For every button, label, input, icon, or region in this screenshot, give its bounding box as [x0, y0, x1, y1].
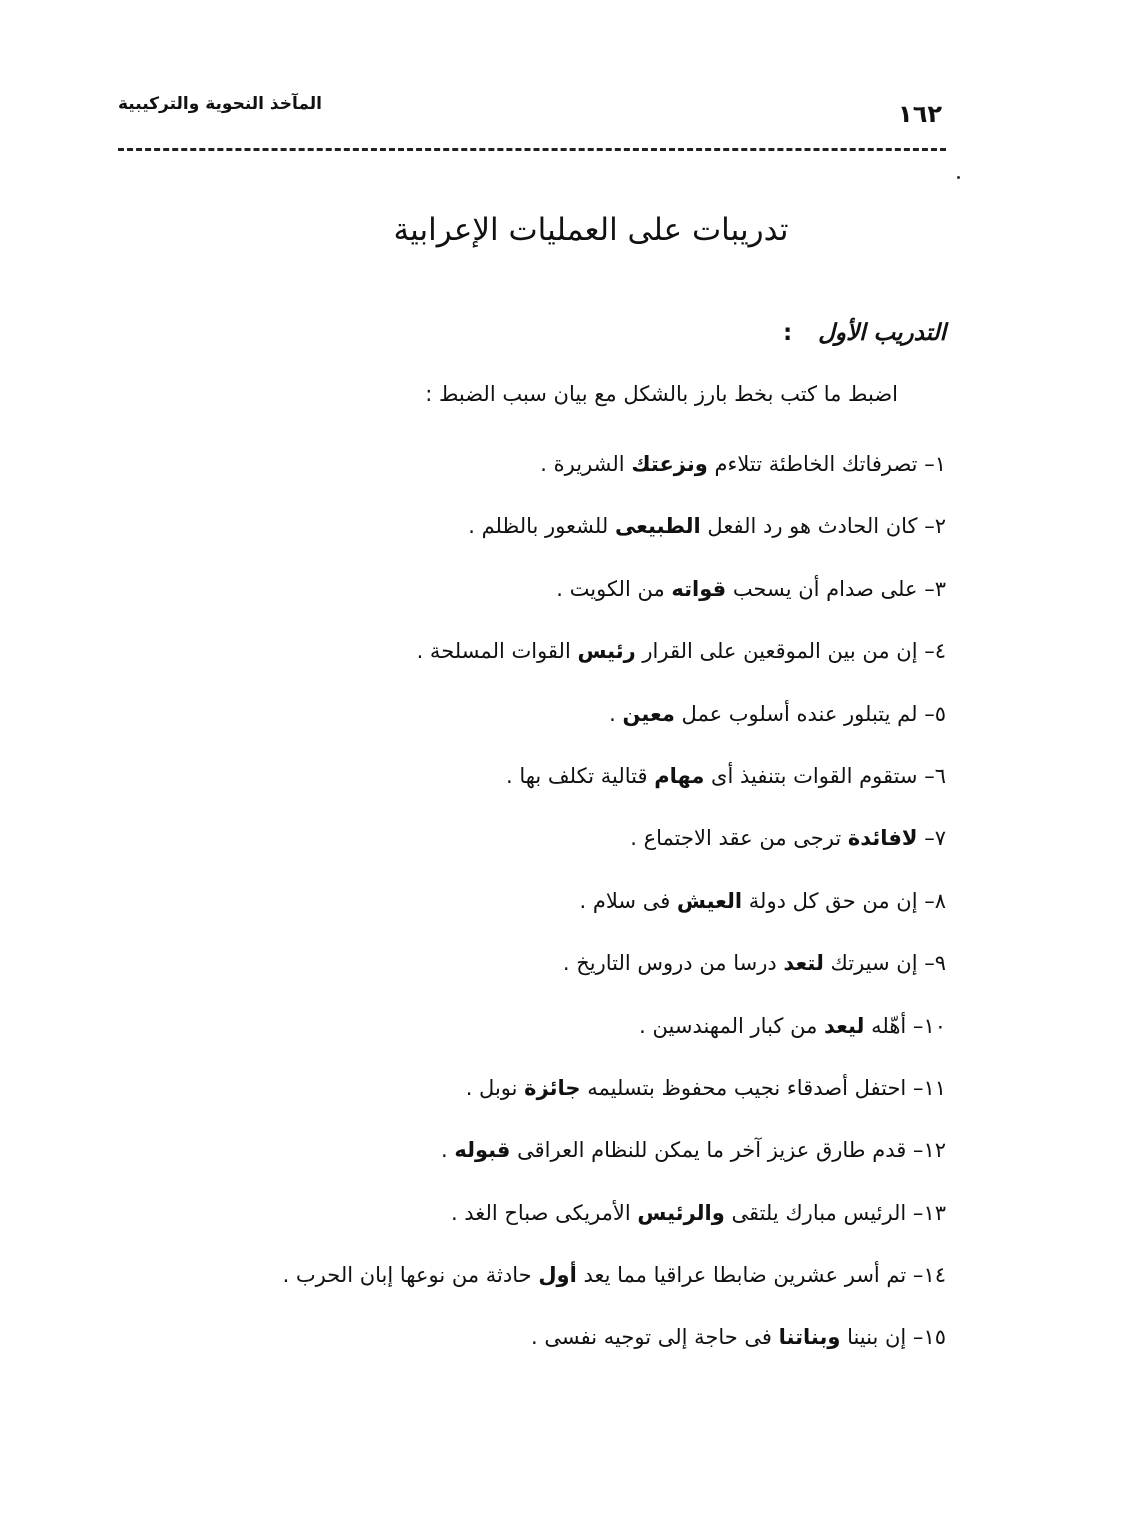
item-bold-word: ليعد — [824, 1013, 865, 1038]
item-text-before: ٥– لم يتبلور عنده أسلوب عمل — [674, 701, 946, 726]
item-bold-word: معين — [622, 701, 675, 726]
list-item — [86, 1193, 946, 1255]
item-text-before: ١٤– تم أسر عشرين ضابطا عراقيا مما يعد — [576, 1263, 946, 1288]
list-item — [86, 756, 946, 818]
item-text-after: فى سلام . — [579, 888, 677, 913]
item-text-after: نوبل . — [465, 1075, 525, 1100]
list-item — [86, 1130, 946, 1192]
item-bold-word: قواته — [671, 576, 727, 601]
item-bold-word: وبناتنا — [778, 1325, 841, 1350]
list-item — [86, 631, 946, 693]
item-text-before: ١٢– قدم طارق عزيز آخر ما يمكن للنظام العراقى — [510, 1138, 946, 1163]
item-bold-word: لافائدة — [847, 826, 918, 851]
item-text-after: للشعور بالظلم . — [468, 514, 615, 539]
list-item — [86, 444, 946, 506]
item-text-before: ١١– احتفل أصدقاء نجيب محفوظ بتسليمه — [580, 1075, 946, 1100]
item-text-before: ٧– — [917, 826, 946, 851]
item-text-after: فى حاجة إلى توجيه نفسى . — [531, 1325, 779, 1350]
list-item — [86, 818, 946, 880]
item-text-before: ١٥– إن بنينا — [840, 1325, 946, 1350]
item-text-before: ٩– إن سيرتك — [823, 951, 946, 976]
item-text-before: ٦– ستقوم القوات بتنفيذ أى — [704, 763, 946, 788]
item-text-before: ٤– إن من بين الموقعين على القرار — [635, 639, 946, 664]
item-bold-word: والرئيس — [637, 1200, 725, 1225]
item-bold-word: قبوله — [454, 1138, 511, 1163]
item-text-before: ٣– على صدام أن يسحب — [726, 576, 946, 601]
exercise-heading-colon: : — [782, 320, 793, 346]
list-item — [86, 1006, 946, 1068]
item-bold-word: الطبيعى — [614, 514, 701, 539]
item-text-after: الأمريكى صباح الغد . — [450, 1200, 638, 1225]
item-text-before: ١٠– أهّله — [864, 1013, 946, 1038]
item-text-after: القوات المسلحة . — [416, 639, 578, 664]
list-item — [86, 943, 946, 1005]
item-bold-word: رئيس — [577, 639, 636, 664]
item-text-after: ترجى من عقد الاجتماع . — [630, 826, 848, 851]
item-bold-word: العيش — [676, 888, 743, 913]
running-title: المآخذ النحوية والتركيبية — [118, 94, 322, 114]
list-item — [86, 506, 946, 568]
item-text-before: ٨– إن من حق كل دولة — [742, 888, 946, 913]
page-number: ١٦٢ — [898, 100, 942, 128]
item-text-after: الشريرة . — [540, 452, 632, 476]
exercise-instruction: اضبط ما كتب بخط بارز بالشكل مع بيان سبب الضبط : — [425, 382, 898, 406]
item-bold-word: ونزعتك — [631, 452, 708, 476]
list-item — [86, 1317, 946, 1379]
list-item — [86, 569, 946, 631]
item-bold-word: أول — [538, 1263, 577, 1288]
list-item — [86, 1068, 946, 1130]
exercise-heading-text: التدريب الأول — [818, 320, 946, 346]
item-text-before: ١– تصرفاتك الخاطئة تتلاءم — [707, 452, 946, 476]
item-bold-word: مهام — [654, 763, 705, 788]
item-bold-word: جائزة — [524, 1075, 581, 1100]
exercise-items-list — [86, 444, 946, 1380]
item-text-after: . — [440, 1138, 455, 1163]
item-bold-word: لتعد — [783, 951, 824, 976]
list-item — [86, 694, 946, 756]
item-text-before: ٢– كان الحادث هو رد الفعل — [700, 514, 946, 539]
section-title: تدريبات على العمليات الإعرابية — [393, 212, 789, 248]
item-text-after: حادثة من نوعها إبان الحرب . — [282, 1263, 539, 1288]
exercise-heading — [783, 320, 946, 346]
item-text-before: ١٣– الرئيس مبارك يلتقى — [724, 1200, 946, 1225]
header-divider — [118, 148, 946, 151]
item-text-after: . — [609, 701, 623, 726]
item-text-after: قتالية تكلف بها . — [505, 763, 655, 788]
scan-speck — [957, 176, 960, 179]
item-text-after: من كبار المهندسين . — [639, 1013, 824, 1038]
item-text-after: درسا من دروس التاريخ . — [562, 951, 784, 976]
item-text-after: من الكويت . — [556, 576, 672, 601]
list-item — [86, 881, 946, 943]
list-item — [86, 1255, 946, 1317]
